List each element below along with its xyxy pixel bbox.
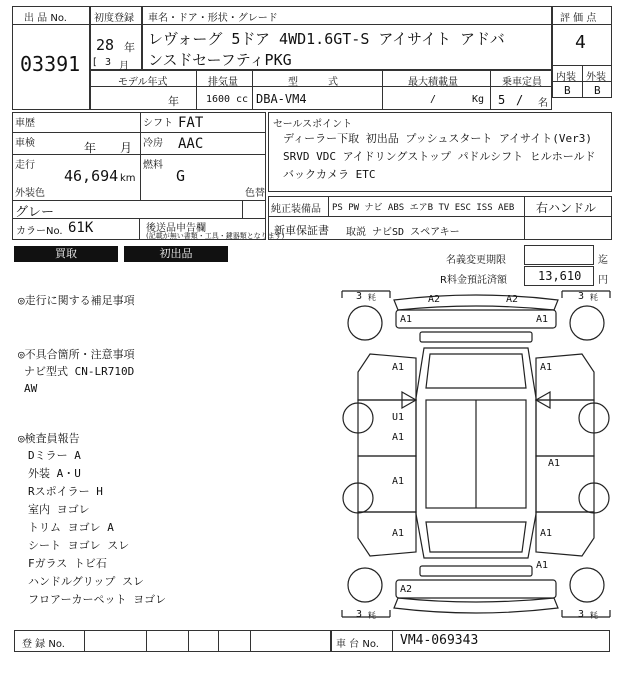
ac-value: AAC	[178, 136, 204, 152]
reg-month-open: [	[93, 57, 97, 68]
buy-tag: 買取	[14, 246, 118, 262]
tire-unit-rear-right: 粍	[590, 611, 598, 620]
name-change-suffix: 迄	[598, 255, 608, 266]
color-change-label: 色替	[245, 188, 265, 199]
recycle-fee-label: R料金預託済額	[440, 275, 507, 286]
color-number: 61K	[68, 220, 94, 236]
mark-front-grille-left: A1	[400, 314, 413, 325]
car-damage-diagram	[340, 288, 612, 622]
type-label: 型 式	[288, 77, 338, 88]
title-label: 車名・ドア・形状・グレード	[148, 13, 278, 24]
warranty-label: 新車保証書	[274, 224, 329, 237]
chassis-number-label: 車 台 No.	[336, 639, 379, 650]
fuel-label: 燃料	[143, 160, 163, 171]
mileage-value: 46,694	[64, 167, 119, 185]
ac-label: 冷房	[143, 138, 163, 149]
inspector-item: 室内 ヨゴレ	[28, 503, 90, 516]
warranty-value: 取説 ナビSD スペアキー	[346, 227, 460, 238]
inspector-item: Rスポイラー H	[28, 485, 103, 498]
chassis-number: VM4-069343	[400, 633, 479, 648]
mark-left-rear: A1	[392, 528, 405, 539]
steering-value: 右ハンドル	[536, 201, 597, 215]
mark-roof-front: U1	[392, 412, 405, 423]
inspection-year: 年	[84, 141, 97, 155]
mark-right-rear: A1	[540, 528, 553, 539]
capacity-label: 乗車定員	[502, 77, 542, 88]
reg-month-unit: 月	[119, 61, 129, 72]
inspector-item: ハンドルグリップ スレ	[28, 575, 144, 588]
mark-front-bumper-left: A2	[428, 294, 441, 305]
grade-value: 4	[575, 32, 586, 53]
inspector-item: トリム ヨゴレ A	[28, 521, 114, 534]
mark-right-door: A1	[548, 458, 561, 469]
fuel-value: G	[176, 167, 186, 185]
inspector-item: Fガラス トビ石	[28, 557, 107, 570]
vehicle-title-line1: レヴォーグ 5ドア 4WD1.6GT-S アイサイト アドバ	[148, 30, 505, 48]
equipment-label: 純正装備品	[271, 204, 321, 215]
model-type: DBA-VM4	[256, 92, 307, 106]
displacement-label: 排気量	[208, 77, 238, 88]
max-load-sep: /	[430, 94, 437, 105]
lot-number: 03391	[20, 52, 81, 76]
model-year-label: モデル年式	[118, 77, 168, 88]
sales-points-line1: ディーラー下取 初出品 プッシュスタート アイサイト(Ver3)	[283, 132, 592, 145]
capacity-unit: 名	[538, 98, 548, 109]
documents-label: 後送品申告欄	[146, 223, 206, 234]
mark-front-grille-right: A1	[536, 314, 549, 325]
mileage-label: 走行	[15, 160, 35, 171]
mark-roof-rear: A1	[392, 476, 405, 487]
tire-depth-front-left: 3	[356, 291, 363, 302]
mark-front-bumper-right: A2	[506, 294, 519, 305]
ext-color-label: 外装色	[15, 188, 45, 199]
shift-value: FAT	[178, 115, 204, 131]
name-change-box	[524, 245, 594, 265]
driving-notes-title: ◎走行に関する補足事項	[18, 294, 135, 307]
displacement: 1600	[206, 94, 231, 105]
model-year-unit: 年	[168, 95, 179, 108]
inspector-item: シート ヨゴレ スレ	[28, 539, 130, 552]
interior-grade: B	[564, 84, 571, 97]
tire-unit-front-left: 粍	[368, 293, 376, 302]
capacity-sep: /	[516, 93, 524, 107]
reg-year-unit: 年	[124, 41, 135, 54]
inspector-item: フロアーカーペット ヨゴレ	[28, 593, 167, 606]
tire-depth-front-right: 3	[578, 291, 585, 302]
vehicle-title-line2: ンスドセーフティPKG	[148, 51, 292, 69]
tire-depth-rear-left: 3	[356, 609, 363, 620]
lot-number-label: 出 品 No.	[24, 13, 67, 24]
inspector-item: 外装 A・U	[28, 467, 81, 480]
tire-depth-rear-right: 3	[578, 609, 585, 620]
displacement-unit: cc	[236, 94, 249, 105]
name-change-label: 名義変更期限	[446, 255, 506, 266]
mark-rear-bumper: A2	[400, 584, 413, 595]
inspector-title: ◎検査員報告	[18, 432, 80, 445]
first-listing-tag: 初出品	[124, 246, 228, 262]
max-load-unit: Kg	[472, 94, 485, 105]
tire-unit-front-right: 粍	[590, 293, 598, 302]
mark-left-fender: A1	[392, 362, 405, 373]
inspection-month: 月	[120, 141, 133, 155]
equipment-value: PS PW ナビ ABS エアB TV ESC ISS AEB	[332, 203, 515, 213]
color-number-label: カラーNo.	[16, 226, 63, 237]
sales-points-line2: SRVD VDC アイドリングストップ パドルシフト ヒルホールド	[283, 150, 596, 163]
ext-color-value: グレー	[15, 205, 55, 220]
recycle-fee-unit: 円	[598, 275, 608, 286]
registration-number-label: 登 録 No.	[22, 639, 65, 650]
interior-label: 内装	[556, 72, 576, 83]
inspection-label: 車検	[15, 138, 35, 149]
grade-label: 評 価 点	[560, 13, 597, 24]
sales-points-label: セールスポイント	[273, 119, 353, 130]
documents-note: (記載が無い書類・工具・鍵器類となります)	[146, 232, 285, 240]
first-registration-label: 初度登録	[94, 13, 134, 24]
mark-roof-mid: A1	[392, 432, 405, 443]
mark-right-fender: A1	[540, 362, 553, 373]
defects-line1: ナビ型式 CN-LR710D	[24, 365, 135, 378]
defects-title: ◎不具合箇所・注意事項	[18, 348, 135, 361]
exterior-grade: B	[594, 84, 601, 97]
mileage-unit: km	[120, 173, 136, 184]
max-load-label: 最大積載量	[408, 77, 458, 88]
reg-month: 3	[105, 57, 112, 68]
tire-unit-rear-left: 粍	[368, 611, 376, 620]
inspector-item: Dミラー A	[28, 449, 81, 462]
capacity: 5	[498, 93, 506, 107]
shift-label: シフト	[143, 118, 173, 129]
exterior-label: 外装	[586, 72, 606, 83]
defects-line2: AW	[24, 382, 38, 395]
reg-year: 28	[96, 36, 115, 54]
history-label: 車歴	[15, 118, 35, 129]
sales-points-line3: バックカメラ ETC	[283, 168, 376, 181]
mark-rear-panel: A1	[536, 560, 549, 571]
recycle-fee-value: 13,610	[538, 269, 582, 283]
